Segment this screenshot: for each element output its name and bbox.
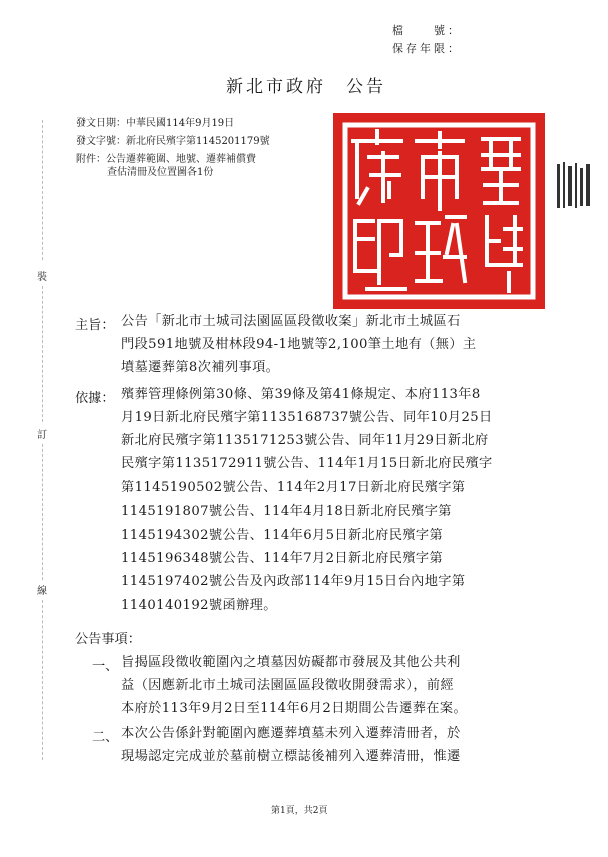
binding-mark-2: 訂 xyxy=(37,430,47,441)
subject-line-1: 公告「新北市土城司法園區區段徵收案」新北市土城區石 xyxy=(121,314,461,329)
document-number: 發文字號：新北府民殯字第1145201179號 xyxy=(76,136,270,147)
notice-item-2-line-1: 本次公告係針對範圍內應遷葬墳墓未列入遷葬清冊者，於 xyxy=(121,726,461,741)
notice-item-2-line-2: 現場認定完成並於墓前樹立標誌後補列入遷葬清冊，惟遷 xyxy=(121,749,461,764)
basis-line-5: 第1145190502號公告、114年2月17日新北府民殯字第 xyxy=(121,480,466,495)
basis-line-1: 殯葬管理條例第30條、第39條及第41條規定、本府113年8 xyxy=(121,387,481,402)
basis-line-2: 月19日新北府民殯字第1135168737號公告、同年10月25日 xyxy=(121,410,493,425)
document-title: 新北市政府 公告 xyxy=(226,77,386,97)
basis-line-6: 1145191807號公告、114年4月18日新北府民殯字第 xyxy=(121,504,452,519)
binding-mark-1: 裝 xyxy=(37,272,47,283)
notice-item-1-line-2: 益（因應新北市土城司法園區區段徵收開發需求），前經 xyxy=(121,678,455,693)
barcode-stamp xyxy=(555,160,593,212)
attachment-line-2: 查估清冊及位置圖各1份 xyxy=(107,167,214,178)
basis-line-7: 1145194302號公告、114年6月5日新北府民殯字第 xyxy=(121,528,444,543)
basis-line-4: 民殯字第1135172911號公告、114年1月15日新北府民殯字 xyxy=(121,456,493,471)
official-seal xyxy=(333,113,545,309)
binding-line-lower xyxy=(42,444,43,580)
notice-label: 公告事項： xyxy=(75,632,141,647)
binding-line-middle xyxy=(42,286,43,422)
basis-line-3: 新北府民殯字第1135171253號公告、同年11月29日新北府 xyxy=(121,433,489,448)
binding-mark-3: 線 xyxy=(37,586,47,597)
basis-line-10: 1140140192號函辦理。 xyxy=(121,598,277,613)
attachment-line-1: 附件：公告遷葬範圍、地號、遷葬補償費 xyxy=(76,154,256,165)
binding-line-top xyxy=(42,120,43,260)
seal-graphic xyxy=(333,113,545,309)
subject-line-3: 墳墓遷葬第8次補列事項。 xyxy=(121,360,280,375)
basis-line-9: 1145197402號公告及內政部114年9月15日台內地字第 xyxy=(121,574,466,589)
binding-line-bottom xyxy=(42,600,43,760)
archive-number-label: 檔 號： xyxy=(392,24,462,37)
notice-item-1-line-1: 旨揭區段徵收範圍內之墳墓因妨礙都市發展及其他公共利 xyxy=(121,655,461,670)
issue-date: 發文日期：中華民國114年9月19日 xyxy=(76,118,235,129)
subject-line-2: 門段591地號及柑林段94-1地號等2,100筆土地有（無）主 xyxy=(121,337,477,352)
notice-item-1-line-3: 本府於113年9月2日至114年6月2日期間公告遷葬在案。 xyxy=(121,701,468,716)
basis-line-8: 1145196348號公告、114年7月2日新北府民殯字第 xyxy=(121,551,444,566)
page-number: 第1頁，共2頁 xyxy=(271,806,328,816)
subject-label: 主旨： xyxy=(75,318,115,333)
retention-period-label: 保存年限： xyxy=(392,42,462,55)
notice-item-2-number: 二、 xyxy=(92,730,119,745)
basis-label: 依據： xyxy=(75,391,115,406)
notice-item-1-number: 一、 xyxy=(92,659,119,674)
